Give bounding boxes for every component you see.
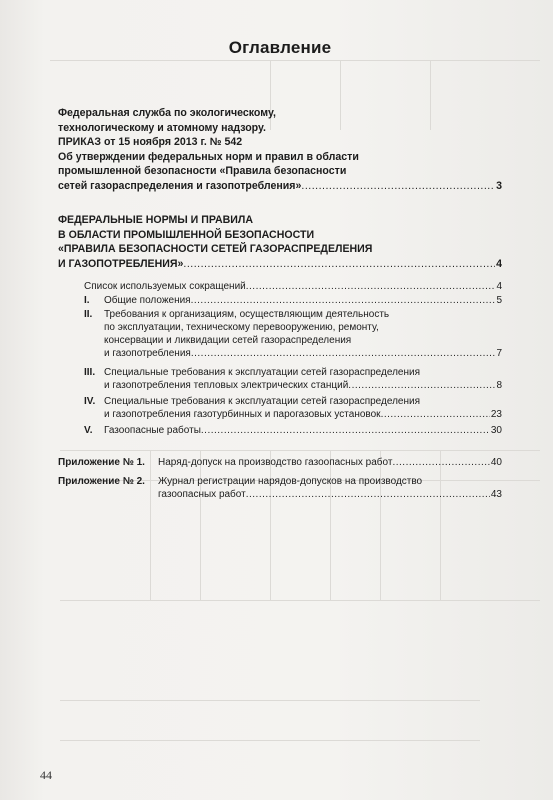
dot-leader <box>392 456 489 469</box>
toc-entry-line: консервации и ликвидации сетей газораспределения <box>104 335 352 346</box>
order-line: промышленной безопасности «Правила безопасности <box>58 165 347 177</box>
toc-entry-title: Список используемых сокращений <box>84 281 246 292</box>
toc-entry-title: и газопотребления газотурбинных и парогазовых установок <box>104 409 381 420</box>
toc-entry[interactable] <box>84 294 502 307</box>
rules-last-line: И ГАЗОПОТРЕБЛЕНИЯ» <box>58 257 184 270</box>
toc-entry-title: и газопотребления <box>104 348 191 359</box>
dot-leader <box>191 294 496 307</box>
section-number: V. <box>84 425 93 436</box>
order-block <box>58 106 502 193</box>
order-line: ПРИКАЗ от 15 ноября 2013 г. № 542 <box>58 136 243 148</box>
page-title: Оглавление <box>228 38 332 57</box>
page-ref: 3 <box>496 179 502 192</box>
page-ref: 4 <box>496 257 502 270</box>
toc-entry-title: Газоопасные работы <box>104 425 201 436</box>
toc-entry[interactable] <box>84 395 502 421</box>
dot-leader <box>301 179 495 194</box>
toc-entry-line: Требования к организациям, осуществляющим деятельность <box>104 309 390 320</box>
rules-line: В ОБЛАСТИ ПРОМЫШЛЕННОЙ БЕЗОПАСНОСТИ <box>58 228 315 241</box>
dot-leader <box>246 280 496 293</box>
section-number: I. <box>84 295 90 306</box>
toc-entry-line: Специальные требования к эксплуатации сетей газораспределения <box>104 367 421 378</box>
toc-entry[interactable] <box>84 366 502 392</box>
toc-entry-title: и газопотребления тепловых электрических станций <box>104 380 349 391</box>
rules-block <box>58 213 502 271</box>
toc-entry[interactable] <box>84 424 502 437</box>
order-line: Об утверждении федеральных норм и правил в области <box>58 150 359 163</box>
page-ref: 40 <box>490 457 502 468</box>
appendix-entry[interactable] <box>58 475 502 501</box>
page-ref: 5 <box>496 295 502 306</box>
appendix-line: Журнал регистрации нарядов-допусков на производство <box>158 476 423 487</box>
dot-leader <box>183 257 495 272</box>
appendix-title: Наряд-допуск на производство газоопасных работ <box>158 457 393 468</box>
section-number: III. <box>84 367 96 378</box>
toc-entry-title: Общие положения <box>104 295 191 306</box>
appendix-label: Приложение № 2. <box>58 476 145 487</box>
page-number: 44 <box>40 768 52 782</box>
dot-leader <box>191 347 496 360</box>
appendix-label: Приложение № 1. <box>58 457 145 468</box>
section-number: IV. <box>84 396 96 407</box>
toc-entry-line: по эксплуатации, техническому перевооружению, ремонту, <box>104 322 379 333</box>
appendix-entry[interactable] <box>58 456 502 469</box>
page-ref: 43 <box>490 489 502 500</box>
toc-entry-line: Специальные требования к эксплуатации сетей газораспределения <box>104 396 421 407</box>
page-ref: 30 <box>490 425 502 436</box>
dot-leader <box>201 424 490 437</box>
page-ref: 7 <box>496 348 502 359</box>
page-ref: 23 <box>490 409 502 420</box>
section-number: II. <box>84 309 93 320</box>
order-last-line: сетей газораспределения и газопотребления» <box>58 179 302 192</box>
toc-entry-rules[interactable] <box>58 257 502 272</box>
toc-entry[interactable] <box>84 308 502 360</box>
page-ref: 8 <box>496 380 502 391</box>
dot-leader <box>348 379 495 392</box>
page-ref: 4 <box>496 281 502 292</box>
dot-leader <box>246 488 490 501</box>
toc-entry[interactable] <box>84 280 502 293</box>
rules-line: ФЕДЕРАЛЬНЫЕ НОРМЫ И ПРАВИЛА <box>58 214 253 226</box>
toc-entry-order[interactable] <box>58 179 502 194</box>
order-line: Федеральная служба по экологическому, <box>58 107 277 119</box>
dot-leader <box>381 408 490 421</box>
appendix-title: газоопасных работ <box>158 489 246 500</box>
order-line: технологическому и атомному надзору. <box>58 121 266 134</box>
rules-line: «ПРАВИЛА БЕЗОПАСНОСТИ СЕТЕЙ ГАЗОРАСПРЕДЕЛЕНИЯ <box>58 243 373 255</box>
